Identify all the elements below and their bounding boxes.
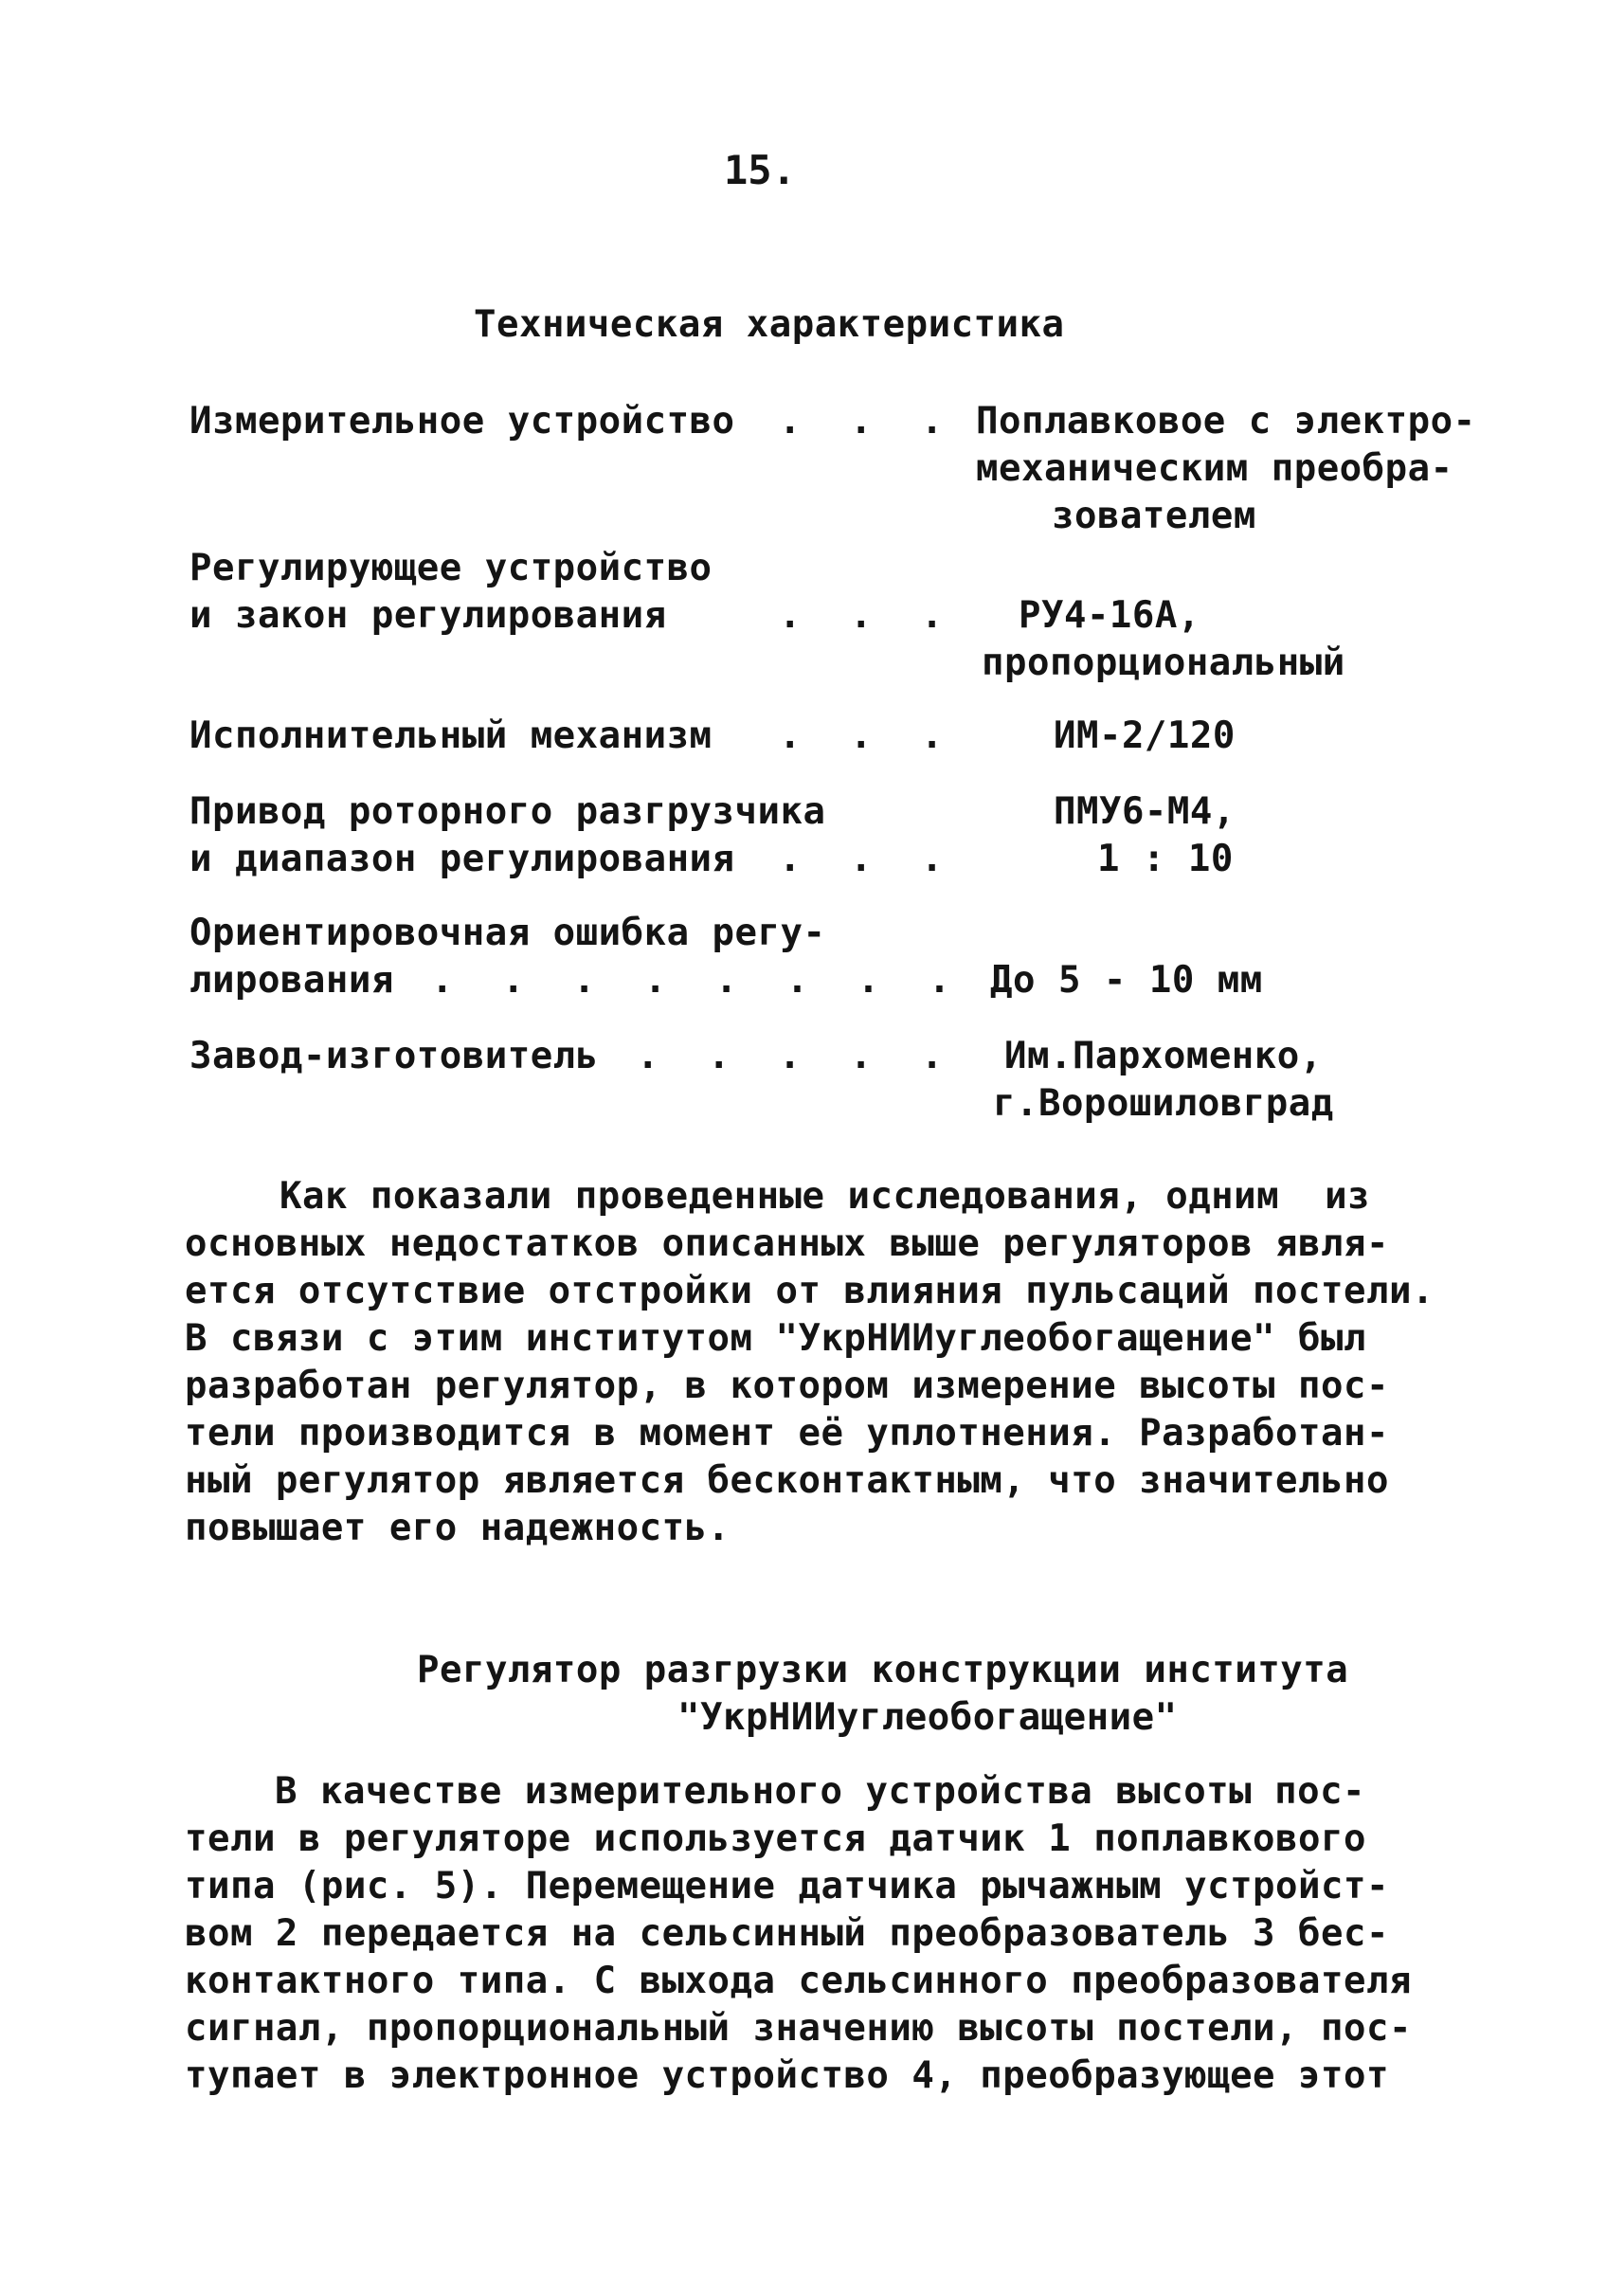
spec-value: механическим преобра- — [976, 447, 1453, 490]
spec-dots: . . . . . . . . — [431, 959, 965, 1002]
spec-value: 1 : 10 — [1097, 838, 1234, 880]
spec-value: ИМ-2/120 — [1054, 714, 1236, 757]
text-line: повышает его надежность. — [185, 1507, 731, 1549]
spec-label: и диапазон регулирования — [189, 838, 735, 880]
spec-label: и закон регулирования — [189, 594, 667, 637]
text-line: тели производится в момент её уплотнения. Разработан- — [185, 1412, 1389, 1455]
spec-value: Им.Пархоменко, — [1004, 1035, 1323, 1077]
spec-label: Исполнительный механизм — [189, 714, 713, 757]
text-line: контактного типа. С выхода сельсинного преобразователя — [185, 1960, 1412, 2002]
spec-label: лирования — [189, 959, 394, 1002]
spec-value: зователем — [1052, 495, 1256, 537]
text-line: Как показали проведенные исследования, одним из — [280, 1175, 1371, 1218]
page-number: 15. — [724, 147, 796, 193]
spec-value: г.Ворошиловград — [993, 1082, 1334, 1125]
spec-value: пропорциональный — [982, 642, 1345, 684]
spec-label: Измерительное устройство — [189, 400, 735, 443]
text-line: типа (рис. 5). Перемещение датчика рычажным устройст- — [185, 1865, 1389, 1907]
text-line: тупает в электронное устройство 4, преобразующее этот — [185, 2054, 1389, 2097]
spec-label: Ориентировочная ошибка регу- — [189, 912, 826, 954]
spec-dots: . . . — [779, 594, 957, 637]
spec-title: Техническая характеристика — [474, 303, 1065, 346]
spec-label: Завод-изготовитель — [189, 1035, 599, 1077]
spec-value: РУ4-16А, — [1019, 594, 1200, 637]
text-line: ный регулятор является бесконтактным, что значительно — [185, 1459, 1389, 1502]
text-line: В связи с этим институтом "УкрНИИуглеобогащение" был — [185, 1317, 1366, 1360]
spec-dots: . . . — [779, 400, 957, 443]
spec-label: Регулирующее устройство — [189, 547, 713, 589]
text-line: разработан регулятор, в котором измерение высоты пос- — [185, 1365, 1389, 1407]
text-line: тели в регуляторе используется датчик 1 поплавкового — [185, 1817, 1366, 1860]
text-line: вом 2 передается на сельсинный преобразователь 3 бес- — [185, 1912, 1389, 1955]
spec-value: ПМУ6-М4, — [1054, 790, 1236, 833]
text-line: сигнал, пропорциональный значению высоты постели, пос- — [185, 2007, 1412, 2050]
section-2-title-line-1: Регулятор разгрузки конструкции института — [417, 1649, 1349, 1691]
section-2-title-line-2: "УкрНИИуглеобогащение" — [677, 1696, 1178, 1739]
spec-dots: . . . — [779, 714, 957, 757]
spec-value: До 5 - 10 мм — [990, 959, 1263, 1002]
text-line: В качестве измерительного устройства высоты пос- — [275, 1770, 1366, 1813]
text-line: ется отсутствие отстройки от влияния пульсаций постели. — [185, 1270, 1435, 1312]
text-line: основных недостатков описанных выше регуляторов явля- — [185, 1222, 1389, 1265]
spec-dots: . . . — [779, 838, 957, 880]
spec-value: Поплавковое с электро- — [976, 400, 1476, 443]
spec-label: Привод роторного разгрузчика — [189, 790, 826, 833]
spec-dots: . . . . . — [637, 1035, 957, 1077]
